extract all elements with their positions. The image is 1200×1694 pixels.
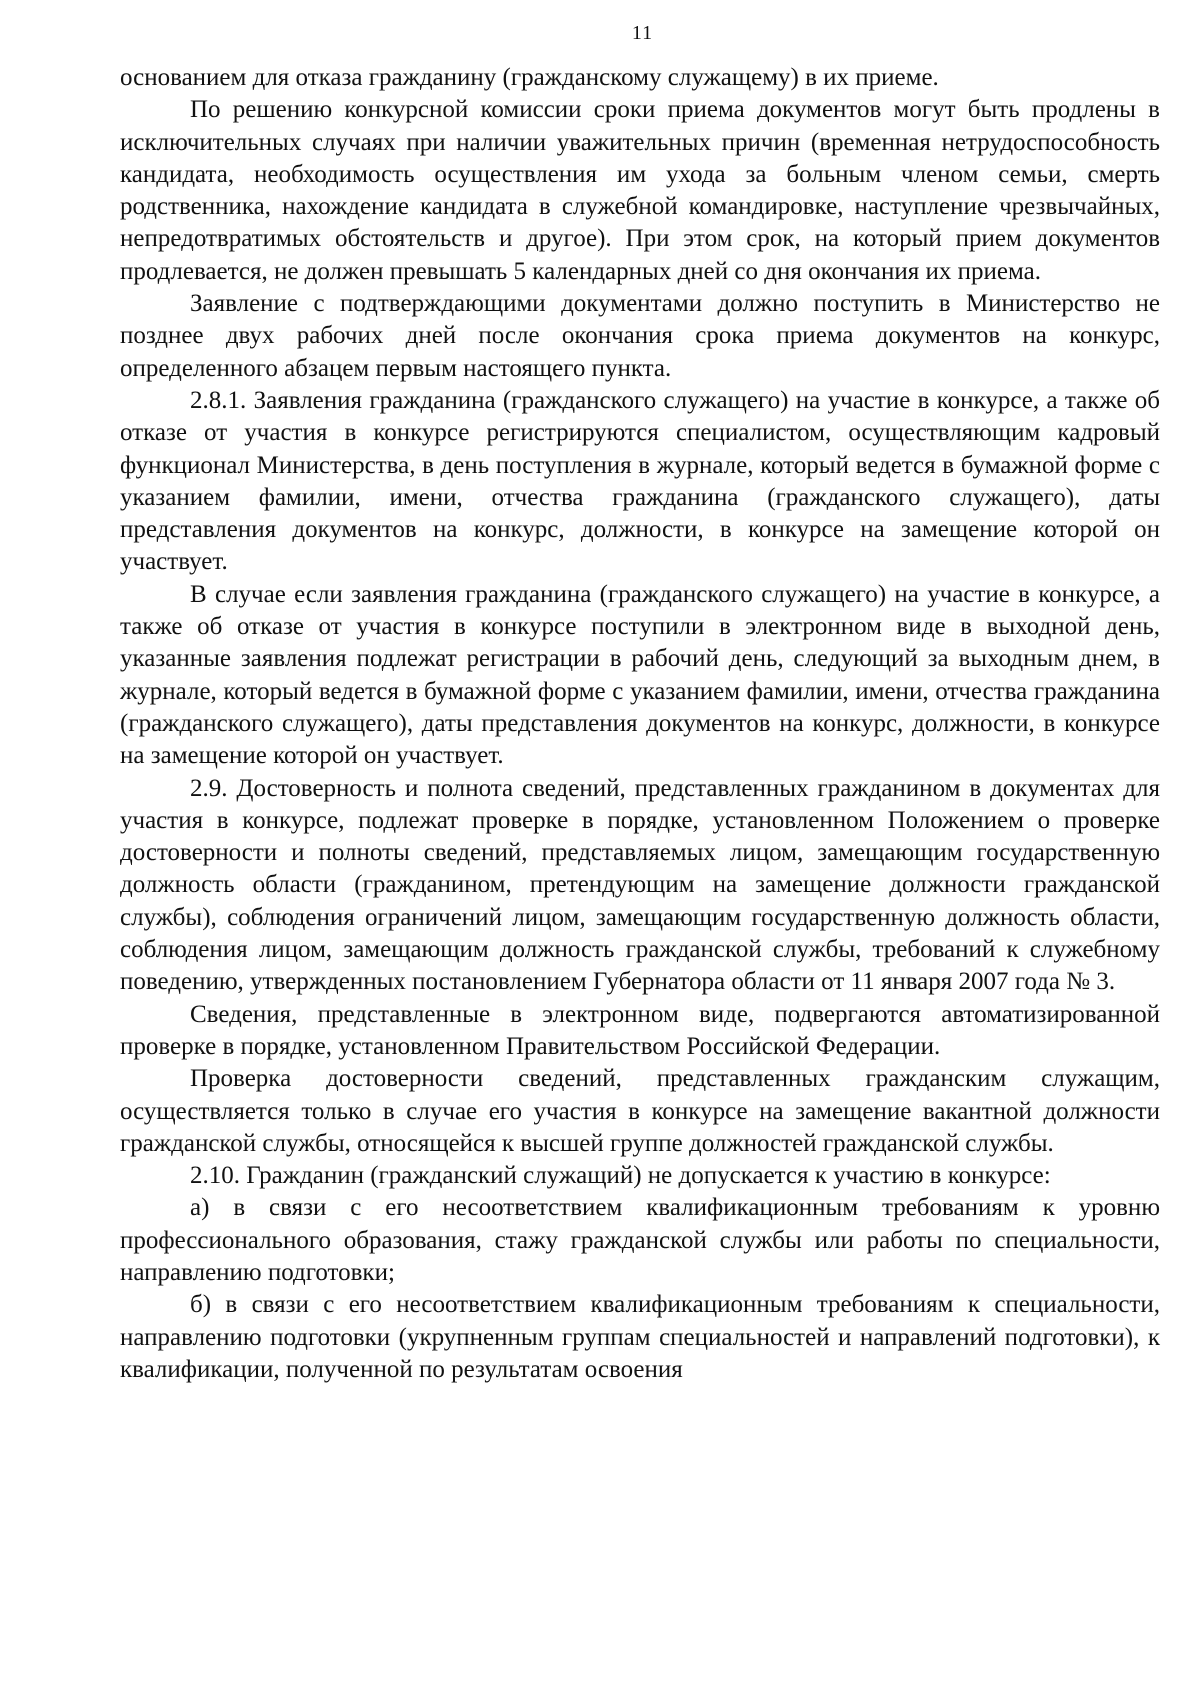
document-body: [120, 62, 1160, 1386]
list-item-a: а) в связи с его несоответствием квалификационным требованиям к уровню профессионального образования, стажу гражданской службы или работы по специальности, направлению подготовки;: [120, 1194, 1160, 1286]
paragraph-rejection-basis: основанием для отказа гражданину (гражданскому служащему) в их приеме.: [120, 64, 939, 91]
paragraph-application-submission: Заявление с подтверждающими документами должно поступить в Министерство не позднее двух рабочих дней после окончания срока приема документов на конкурс, определенного абзацем первым настоящего пункта.: [120, 290, 1160, 382]
paragraph-deadline-extension: По решению конкурсной комиссии сроки приема документов могут быть продлены в исключительных случаях при наличии уважительных причин (временная нетрудоспособность кандидата, необходимость осуществления им ухода за больным членом семьи, смерть родственника, нахождение кандидата в служебной командировке, наступление чрезвычайных, непредотвратимых обстоятельств и другое). При этом срок, на который прием документов продлевается, не должен превышать 5 календарных дней со дня окончания их приема.: [120, 96, 1160, 285]
paragraph-electronic-applications: В случае если заявления гражданина (гражданского служащего) на участие в конкурсе, а также об отказе от участия в конкурсе поступили в электронном виде в выходной день, указанные заявления подлежат регистрации в рабочий день, следующий за выходным днем, в журнале, который ведется в бумажной форме с указанием фамилии, имени, отчества гражданина (гражданского служащего), даты представления документов на конкурс, должности, в конкурсе на замещение которой он участвует.: [120, 580, 1160, 770]
page-number: 11: [631, 22, 654, 44]
paragraph-2-8-1: 2.8.1. Заявления гражданина (гражданского служащего) на участие в конкурсе, а также об отказе от участия в конкурсе регистрируются специалистом, осуществляющим кадровый функционал Министерства, в день поступления в журнале, который ведется в бумажной форме с указанием фамилии, имени, отчества гражданина (гражданского служащего), даты представления документов на конкурс, должности, в конкурсе на замещение которой он участвует.: [120, 386, 1160, 576]
list-item-b: б) в связи с его несоответствием квалификационным требованиям к специальности, направлению подготовки (укрупненным группам специальностей и направлений подготовки), к квалификации, полученной по результатам освоения: [120, 1291, 1160, 1383]
paragraph-2-10: 2.10. Гражданин (гражданский служащий) не допускается к участию в конкурсе:: [190, 1162, 1051, 1190]
paragraph-2-9: 2.9. Достоверность и полнота сведений, представленных гражданином в документах для участия в конкурсе, подлежат проверке в порядке, установленном Положением о проверке достоверности и полноты сведений, представляемых лицом, замещающим государственную должность области (гражданином, претендующим на замещение должности гражданской службы), соблюдения ограничений лицом, замещающим государственную должность области, соблюдения лицом, замещающим должность гражданской службы, требований к служебному поведению, утвержденных постановлением Губернатора области от 11 января 2007 года № 3.: [120, 774, 1160, 996]
paragraph-automated-check: Сведения, представленные в электронном виде, подвергаются автоматизированной проверке в порядке, установленном Правительством Российской Федерации.: [120, 1000, 1160, 1060]
paragraph-verification-scope: Проверка достоверности сведений, представленных гражданским служащим, осуществляется только в случае его участия в конкурсе на замещение вакантной должности гражданской службы, относящейся к высшей группе должностей гражданской службы.: [120, 1065, 1160, 1157]
